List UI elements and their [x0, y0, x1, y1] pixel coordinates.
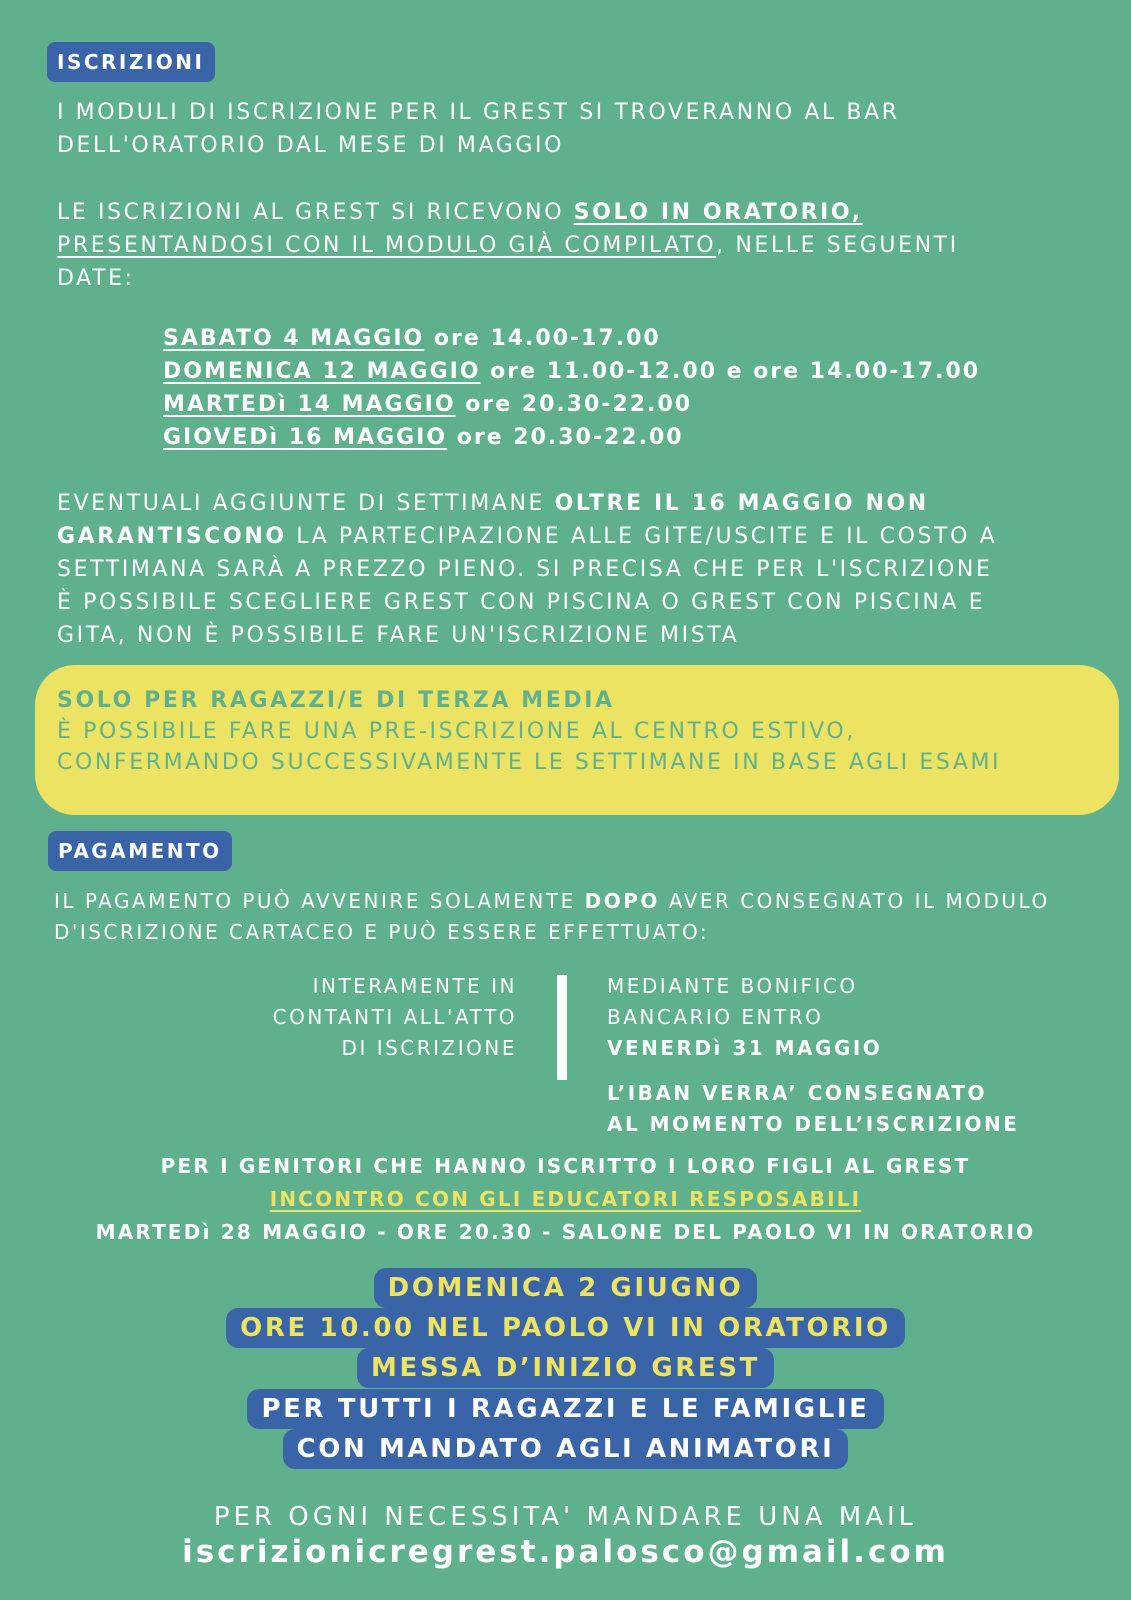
messa-pill: CON MANDATO AGLI ANIMATORI: [0, 1429, 1131, 1469]
messa-pill: PER TUTTI I RAGAZZI E LE FAMIGLIE: [0, 1389, 1131, 1429]
date-item: MARTEDì 14 MAGGIO ore 20.30-22.00: [163, 392, 693, 417]
date-item: SABATO 4 MAGGIO ore 14.00-17.00: [163, 326, 661, 351]
pay-bonifico: MEDIANTE BONIFICO BANCARIO ENTRO VENERDì 31 MAGGIO: [607, 974, 883, 1060]
footer-note: PER OGNI NECESSITA' MANDARE UNA MAIL: [213, 1502, 918, 1532]
pagamento-paragraph: IL PAGAMENTO PUÒ AVVENIRE SOLAMENTE DOPO AVER CONSEGNATO IL MODULO D'ISCRIZIONE CARTACEO E PUÒ ESSERE EFFETTUATO:: [54, 889, 1050, 944]
date-item: GIOVEDì 16 MAGGIO ore 20.30-22.00: [163, 425, 684, 450]
eventuali-paragraph: EVENTUALI AGGIUNTE DI SETTIMANE OLTRE IL 16 MAGGIO NON GARANTISCONO LA PARTECIPAZIONE ALLE GITE/USCITE E IL COSTO A SETTIMANA SARÀ A PREZZO PIENO. SI PRECISA CHE PER L'ISCRIZIONE È POSSIBILE SCEGLIERE GREST CON PISCINA O GREST CON PISCINA E GITA, NON È POSSIBILE FARE UN'ISCRIZIONE MISTA: [57, 491, 998, 648]
solo-in-oratorio: SOLO IN ORATORIO,: [573, 200, 863, 225]
messa-pill: MESSA D’INIZIO GREST: [0, 1348, 1131, 1388]
terza-media-box: SOLO PER RAGAZZI/E DI TERZA MEDIA È POSSIBILE FARE UNA PRE-ISCRIZIONE AL CENTRO ESTIVO, CONFERMANDO SUCCESSIVAMENTE LE SETTIMANE IN BASE AGLI ESAMI: [35, 665, 1119, 815]
incontro-educatori: INCONTRO CON GLI EDUCATORI RESPOSABILI: [269, 1187, 862, 1211]
messa-pill: ORE 10.00 NEL PAOLO VI IN ORATORIO: [0, 1308, 1131, 1348]
modulo-compilato: PRESENTANDOSI CON IL MODULO GIÀ COMPILATO: [57, 233, 717, 258]
payment-divider: [557, 975, 567, 1080]
terza-media-title: SOLO PER RAGAZZI/E DI TERZA MEDIA: [57, 688, 615, 713]
contact-email[interactable]: iscrizionicregrest.palosco@gmail.com: [182, 1534, 949, 1570]
iscrizioni-paragraph: LE ISCRIZIONI AL GREST SI RICEVONO SOLO IN ORATORIO, PRESENTANDOSI CON IL MODULO GIÀ COMPILATO, NELLE SEGUENTI DATE:: [57, 200, 959, 291]
date-item: DOMENICA 12 MAGGIO ore 11.00-12.00 e ore 14.00-17.00: [163, 359, 981, 384]
moduli-paragraph: I MODULI DI ISCRIZIONE PER IL GREST SI TROVERANNO AL BAR DELL'ORATORIO DAL MESE DI MAGGIO: [57, 100, 900, 158]
iban-note: L’IBAN VERRA’ CONSEGNATO AL MOMENTO DELL’ISCRIZIONE: [607, 1081, 1020, 1136]
dates-list: [163, 322, 980, 454]
messa-pill: DOMENICA 2 GIUGNO: [0, 1268, 1131, 1308]
iscrizioni-badge: ISCRIZIONI: [47, 42, 215, 82]
pagamento-badge: PAGAMENTO: [48, 831, 232, 871]
genitori-block: PER I GENITORI CHE HANNO ISCRITTO I LORO FIGLI AL GREST INCONTRO CON GLI EDUCATORI RESPOSABILI MARTEDì 28 MAGGIO - ORE 20.30 - SALONE DEL PAOLO VI IN ORATORIO: [0, 1150, 1131, 1249]
pay-cash: INTERAMENTE IN CONTANTI ALL'ATTO DI ISCRIZIONE: [272, 974, 517, 1060]
